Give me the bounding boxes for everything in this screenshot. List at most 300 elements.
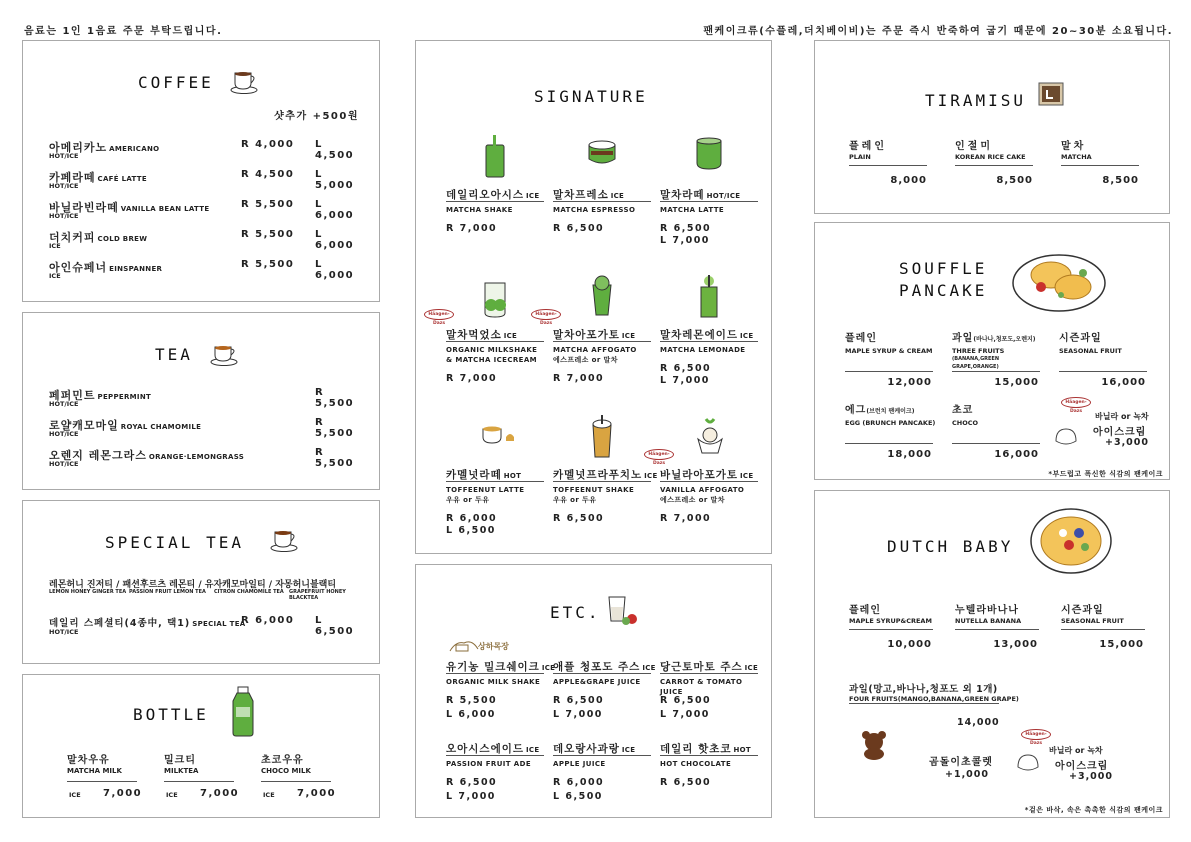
- special-title: SPECIAL TEA: [105, 533, 244, 552]
- item-kr: 플레인: [845, 333, 877, 344]
- divider: [446, 201, 544, 202]
- bottle-item: [261, 751, 356, 811]
- item-en: ORGANIC MILK SHAKE: [446, 678, 541, 686]
- divider: [845, 371, 933, 372]
- item-en: MATCHA LATTE: [660, 206, 725, 214]
- item-en: MATCHA MILK: [67, 767, 122, 775]
- item-tag: ICE: [740, 472, 754, 480]
- divider: [446, 673, 544, 674]
- price-r: R 6,500: [660, 695, 712, 706]
- signature-item: [446, 187, 546, 267]
- item-temp: HOT/ICE: [49, 212, 79, 220]
- divider: [446, 341, 544, 342]
- souffle-item: [845, 401, 940, 461]
- item-en: SPECIAL TEA: [192, 620, 246, 628]
- tiramisu-item: [1061, 137, 1156, 187]
- divider: [660, 673, 758, 674]
- tiramisu-title: TIRAMISU: [925, 91, 1027, 110]
- farm-logo: 상하목장: [478, 642, 509, 651]
- item-kr: 에그: [845, 405, 867, 416]
- item-en: NUTELLA BANANA: [955, 617, 1022, 625]
- item-en: CARROT & TOMATO JUICE: [660, 678, 743, 696]
- item-temp: ICE: [69, 791, 81, 799]
- addon-icecream: 아이스크림: [1093, 427, 1147, 438]
- dutch-baby-icon: [1029, 505, 1113, 575]
- divider: [955, 629, 1039, 630]
- ice-cream-scoop-icon: [1015, 753, 1041, 775]
- haagen-dazs-logo: Häagen-Dazs: [1061, 397, 1091, 408]
- item-note: (바나나,청포도,오렌지): [973, 336, 1036, 343]
- special-en-2: PASSION FRUIT LEMON TEA: [129, 589, 206, 595]
- signature-item: [660, 187, 760, 267]
- price-r: R 7,000: [446, 373, 498, 384]
- signature-panel: [415, 40, 772, 554]
- special-en-1: LEMON HONEY GINGER TEA: [49, 589, 127, 595]
- item-en: SEASONAL FRUIT: [1061, 617, 1124, 625]
- tiramisu-item: [849, 137, 944, 187]
- price-r: R 7,000: [553, 373, 605, 384]
- tea-row: [49, 447, 363, 477]
- divider: [553, 673, 651, 674]
- item-en: MATCHA ESPRESSO: [553, 206, 636, 214]
- item-kr: 과일: [952, 333, 974, 344]
- addon-icecream: 아이스크림: [1055, 761, 1109, 772]
- item-tag: ICE: [541, 664, 556, 672]
- dutch-item: [849, 601, 944, 657]
- item-en: [952, 419, 978, 427]
- price: 16,000: [1101, 377, 1146, 388]
- item-kr: 시즌과일: [1059, 333, 1102, 344]
- item-tag: ICE: [503, 332, 518, 340]
- special-cup-icon: [271, 527, 301, 553]
- item-kr: 페퍼민트: [49, 389, 96, 402]
- tiramisu-panel: [814, 40, 1170, 214]
- item-kr: 카페라떼: [49, 171, 96, 184]
- divider: [1061, 629, 1145, 630]
- divider: [1061, 165, 1139, 166]
- item-desc: [553, 205, 635, 215]
- bear-price: +1,000: [945, 769, 990, 780]
- item-en: MATCHA: [1061, 153, 1092, 161]
- etc-title: ETC.: [550, 603, 601, 622]
- item-tag: HOT: [503, 472, 522, 480]
- divider: [164, 781, 234, 782]
- item-kr: 카멜넛라떼: [446, 469, 502, 481]
- bear-chocolate-icon: [859, 729, 889, 759]
- item-kr: 말차프레소: [553, 189, 609, 201]
- item-kr: 말차우유: [67, 755, 110, 766]
- item-kr: 말차라떼: [660, 189, 705, 201]
- item-en: CAFÉ LATTE: [97, 175, 147, 183]
- price: R 5,500: [315, 447, 355, 469]
- dutch-baby-panel: [814, 490, 1170, 818]
- price-r: R 4,000: [241, 139, 295, 150]
- dutch-item: [1061, 601, 1156, 657]
- price: 8,500: [1102, 175, 1139, 186]
- coffee-row: [49, 259, 363, 289]
- dutch-note: *겉은 바삭, 속은 촉촉한 식감의 팬케이크: [1024, 806, 1163, 814]
- item-option: 우유 or 두유: [446, 496, 490, 504]
- drink-icon: [694, 275, 728, 319]
- addon-flavor: 바닐라 or 녹차: [1095, 412, 1149, 421]
- item-temp: HOT/ICE: [49, 628, 79, 636]
- price-l: L 6,500: [446, 525, 496, 536]
- drink-icon: [694, 415, 728, 459]
- coffee-title: COFFEE: [138, 73, 214, 92]
- tea-title: TEA: [155, 345, 193, 364]
- item-en: [1059, 347, 1122, 355]
- divider: [660, 341, 758, 342]
- price: 13,000: [993, 639, 1038, 650]
- haagen-dazs-logo: Häagen-Dazs: [644, 449, 674, 460]
- item-en: MAPLE SYRUP&CREAM: [849, 617, 932, 625]
- item-desc: [660, 345, 746, 355]
- item-tag: ICE: [526, 192, 540, 200]
- item-en: [845, 347, 932, 355]
- item-desc: [553, 485, 634, 505]
- item-en: PLAIN: [849, 153, 871, 161]
- item-en: TOFFEENUT LATTE: [446, 486, 525, 494]
- fruit-option-en: FOUR FRUITS(MANGO,BANANA,GREEN GRAPE): [849, 695, 1019, 703]
- item-tag: ICE: [642, 664, 656, 672]
- signature-item: [446, 467, 546, 547]
- signature-item: [553, 467, 658, 547]
- signature-item: [553, 187, 653, 267]
- item-kr: 바닐라빈라떼: [49, 201, 119, 214]
- item-tag: ICE: [740, 332, 754, 340]
- item-note: (브런치 팬케이크): [866, 408, 915, 415]
- bottle-title: BOTTLE: [133, 705, 209, 724]
- price-l: L 6,000: [315, 199, 355, 221]
- ice-cream-scoop-icon: [1053, 427, 1079, 449]
- item-desc: [660, 205, 724, 215]
- item-kr: 플레인: [849, 605, 881, 616]
- divider: [849, 165, 927, 166]
- dutch-title: DUTCH BABY: [887, 537, 1014, 556]
- price-r: R 6,500: [660, 223, 712, 234]
- etc-item: [553, 659, 656, 729]
- price-l: L 7,000: [660, 375, 710, 386]
- tea-panel: [22, 312, 380, 490]
- item-option: 에스프레소 or 말차: [553, 356, 618, 364]
- item-kr: 더치커피: [49, 231, 96, 244]
- price-l: L 4,500: [315, 139, 355, 161]
- divider: [446, 481, 544, 482]
- item-kr: 초코우유: [261, 755, 304, 766]
- souffle-item: [952, 329, 1047, 389]
- item-en: COLD BREW: [97, 235, 148, 243]
- item-kr: 데오랑사과랑: [553, 743, 620, 755]
- item-kr: 유기농 밀크쉐이크: [446, 661, 540, 673]
- item-en-2: (BANANA,GREEN GRAPE,ORANGE): [952, 356, 1000, 370]
- price-r: R 5,500: [241, 259, 295, 270]
- addon-price: +3,000: [1105, 437, 1150, 448]
- item-kr: 말차레몬에이드: [660, 329, 739, 341]
- item-kr: 오렌지 레몬그라스: [49, 449, 147, 462]
- special-tea-panel: [22, 500, 380, 664]
- price: R 5,500: [315, 387, 355, 409]
- souffle-item: [1059, 329, 1154, 389]
- notice-right: 팬케이크류(수플레,더치베이비)는 주문 즉시 반죽하여 굽기 때문에 20~30분 소요됩니다.: [703, 26, 1173, 37]
- divider: [845, 443, 933, 444]
- etc-item: [446, 659, 556, 729]
- divider: [553, 481, 651, 482]
- price: 7,000: [103, 788, 143, 799]
- item-en: ORGANIC MILKSHAKE: [446, 346, 538, 354]
- item-kr: 밀크티: [164, 755, 196, 766]
- tea-row: [49, 387, 363, 417]
- souffle-item: [952, 401, 1047, 461]
- price-l: L 6,500: [315, 615, 355, 637]
- item-en: [952, 347, 1047, 371]
- divider: [553, 755, 651, 756]
- haagen-dazs-logo: Häagen-Dazs: [1021, 729, 1051, 740]
- divider: [849, 703, 999, 704]
- price-r: R 6,000: [446, 513, 498, 524]
- item-temp: ICE: [263, 791, 275, 799]
- drink-icon: [587, 275, 621, 319]
- divider: [261, 781, 331, 782]
- item-tag: ICE: [621, 332, 636, 340]
- special-en-4: GRAPEFRUIT HONEY BLACKTEA: [289, 589, 346, 601]
- price-r: R 7,000: [446, 223, 498, 234]
- item-kr: 오아시스에이드: [446, 743, 525, 755]
- item-kr: 카멜넛프라푸치노: [553, 469, 643, 481]
- drink-icon: [480, 415, 514, 459]
- item-kr: 데일리 스페셜티(4종中, 택1): [49, 618, 191, 629]
- tea-cup-icon: [211, 341, 241, 367]
- item-tag: ICE: [610, 192, 625, 200]
- price: 18,000: [887, 449, 932, 460]
- item-en: MATCHA SHAKE: [446, 206, 513, 214]
- item-en: PEPPERMINT: [97, 393, 152, 401]
- bottle-item: [164, 751, 259, 811]
- item-en-1: CHOCO: [952, 419, 979, 427]
- item-en: PASSION FRUIT ADE: [446, 760, 532, 768]
- item-option: & MATCHA ICECREAM: [446, 356, 538, 364]
- item-desc: [660, 485, 744, 505]
- coffee-cup-icon: [231, 69, 261, 95]
- item-en: MATCHA AFFOGATO: [553, 346, 637, 354]
- divider: [660, 201, 758, 202]
- price: 8,500: [996, 175, 1033, 186]
- divider: [660, 755, 758, 756]
- farm-logo-icon: [448, 637, 480, 655]
- tea-row: [49, 417, 363, 447]
- addon-price: +3,000: [1069, 771, 1114, 782]
- divider: [67, 781, 137, 782]
- menu-row: [49, 615, 363, 645]
- item-tag: ICE: [644, 472, 658, 480]
- price-l: L 7,000: [553, 709, 603, 720]
- item-desc: [446, 345, 537, 365]
- signature-item: [648, 452, 760, 547]
- souffle-panel: [814, 222, 1170, 480]
- price: 16,000: [994, 449, 1039, 460]
- special-tea-list: 레몬허니 진저티 / 패션후르츠 레몬티 / 유자캐모마일티 / 자몽허니블랙티: [49, 580, 337, 590]
- item-tag: ICE: [621, 746, 636, 754]
- item-en: [845, 419, 935, 427]
- item-en: VANILLA AFFOGATO: [660, 486, 745, 494]
- item-kr: 당근토마토 주스: [660, 661, 743, 673]
- divider: [952, 371, 1040, 372]
- divider: [660, 481, 758, 482]
- item-en-1: MAPLE SYRUP & CREAM: [845, 347, 933, 355]
- item-kr: 누텔라바나나: [955, 605, 1019, 616]
- item-en: CHOCO MILK: [261, 767, 311, 775]
- price: 12,000: [887, 377, 932, 388]
- item-temp: ICE: [49, 242, 61, 250]
- item-en: EINSPANNER: [109, 265, 163, 273]
- price-l: L 6,000: [446, 709, 496, 720]
- item-kr: 바닐라아포가토: [660, 469, 739, 481]
- item-kr: 로얄캐모마일: [49, 419, 119, 432]
- bottle-panel: [22, 674, 380, 818]
- item-en: TOFFEENUT SHAKE: [553, 486, 635, 494]
- coffee-panel: [22, 40, 380, 302]
- price-l: L 6,000: [315, 259, 355, 281]
- haagen-dazs-logo: Häagen-Dazs: [531, 309, 561, 320]
- item-tag: ICE: [744, 664, 759, 672]
- drink-icon: [480, 275, 514, 319]
- drink-icon: [694, 135, 728, 179]
- drink-icon: [480, 135, 514, 179]
- divider: [553, 341, 651, 342]
- divider: [1059, 371, 1147, 372]
- matcha-bottle-icon: [229, 687, 257, 737]
- haagen-dazs-logo: Häagen-Dazs: [424, 309, 454, 320]
- price: 15,000: [1099, 639, 1144, 650]
- item-kr: 애플 청포도 주스: [553, 661, 641, 673]
- signature-title: SIGNATURE: [534, 87, 648, 106]
- item-kr: 초코: [952, 405, 974, 416]
- price-r: R 5,500: [446, 695, 498, 706]
- item-kr: 데일리오아시스: [446, 189, 525, 201]
- divider: [553, 201, 651, 202]
- drink-icon: [587, 135, 621, 179]
- etc-panel: [415, 564, 772, 818]
- price-r: R 6,500: [553, 695, 605, 706]
- price: R 5,500: [315, 417, 355, 439]
- divider: [849, 629, 933, 630]
- price-l: L 7,000: [660, 709, 710, 720]
- item-en: VANILLA BEAN LATTE: [120, 205, 210, 213]
- item-kr: 말차아포가토: [553, 329, 620, 341]
- souffle-note: *부드럽고 폭신한 식감의 팬케이크: [1048, 470, 1163, 478]
- item-desc: [446, 205, 513, 215]
- signature-item: [428, 312, 546, 407]
- etc-item: [660, 659, 760, 729]
- divider: [955, 165, 1033, 166]
- price-l: L 5,000: [315, 169, 355, 191]
- item-tag: ICE: [526, 746, 540, 754]
- price-r: R 6,500: [660, 777, 712, 788]
- price-l: L 6,500: [553, 791, 603, 802]
- price-r: R 6,000: [553, 777, 605, 788]
- special-en-3: CITRON CHAMOMILE TEA: [214, 589, 284, 595]
- souffle-item: [845, 329, 940, 389]
- item-en: ORANGE·LEMONGRASS: [148, 453, 245, 461]
- bottle-item: [67, 751, 162, 811]
- item-desc: [446, 485, 524, 505]
- etc-item: [553, 741, 653, 811]
- item-kr: 말차먹었소: [446, 329, 502, 341]
- item-en: HOT CHOCOLATE: [660, 760, 732, 768]
- item-en-1: THREE FRUITS: [952, 347, 1005, 355]
- fruit-price: 14,000: [957, 717, 1000, 728]
- item-kr: 플레인: [849, 141, 887, 152]
- item-temp: HOT/ICE: [49, 182, 79, 190]
- item-kr: 아메리카노: [49, 141, 108, 154]
- coffee-row: [49, 229, 363, 259]
- price-r: R 4,500: [241, 169, 295, 180]
- price-r: R 5,500: [241, 199, 295, 210]
- price: 7,000: [297, 788, 337, 799]
- notice-left: 음료는 1인 1음료 주문 부탁드립니다.: [24, 26, 223, 37]
- item-option: 에스프레소 or 말차: [660, 496, 725, 504]
- item-en: MILKTEA: [164, 767, 199, 775]
- price-l: L 6,000: [315, 229, 355, 251]
- item-en: APPLE JUICE: [553, 760, 606, 768]
- dutch-item: [955, 601, 1050, 657]
- price-l: L 7,000: [660, 235, 710, 246]
- item-en: KOREAN RICE CAKE: [955, 153, 1026, 161]
- price-r: R 7,000: [660, 513, 712, 524]
- souffle-pancake-icon: [1011, 243, 1107, 313]
- tiramisu-icon: [1037, 81, 1067, 107]
- item-temp: HOT/ICE: [49, 430, 79, 438]
- item-temp: HOT/ICE: [49, 400, 79, 408]
- item-kr: 데일리 핫초코: [660, 743, 732, 755]
- bear-chocolate: 곰돌이초콜렛: [929, 757, 993, 768]
- souffle-title-1: SOUFFLE: [899, 259, 988, 278]
- signature-item: [660, 327, 760, 407]
- tiramisu-item: [955, 137, 1050, 187]
- juice-glass-icon: [606, 595, 640, 629]
- item-temp: ICE: [49, 272, 61, 280]
- item-tag: HOT/ICE: [706, 192, 741, 200]
- item-en: MATCHA LEMONADE: [660, 346, 746, 354]
- divider: [446, 755, 544, 756]
- etc-item: [446, 741, 546, 811]
- item-desc: [553, 345, 637, 365]
- item-temp: ICE: [166, 791, 178, 799]
- drink-icon: [587, 415, 621, 459]
- item-en-1: EGG (BRUNCH PANCAKE): [845, 419, 936, 427]
- price: 8,000: [890, 175, 927, 186]
- item-en-1: SEASONAL FRUIT: [1059, 347, 1122, 355]
- addon-flavor: 바닐라 or 녹차: [1049, 746, 1103, 755]
- price-r: R 6,500: [553, 513, 605, 524]
- coffee-row: [49, 139, 363, 169]
- coffee-row: [49, 169, 363, 199]
- item-kr: 아인슈페너: [49, 261, 108, 274]
- shot-addon: 샷추가 +500원: [274, 111, 359, 122]
- item-temp: HOT/ICE: [49, 152, 79, 160]
- souffle-title-2: PANCAKE: [899, 281, 988, 300]
- item-en: APPLE&GRAPE JUICE: [553, 678, 641, 686]
- price-r: R 6,500: [446, 777, 498, 788]
- item-en: AMERICANO: [109, 145, 160, 153]
- item-tag: HOT: [733, 746, 751, 754]
- item-kr: 말차: [1061, 141, 1087, 152]
- fruit-option: 과일(망고,바나나,청포도 외 1개): [849, 684, 998, 695]
- price: 10,000: [887, 639, 932, 650]
- etc-item: [660, 741, 760, 811]
- item-kr: 인절미: [955, 141, 993, 152]
- item-temp: HOT/ICE: [49, 460, 79, 468]
- price: 7,000: [200, 788, 240, 799]
